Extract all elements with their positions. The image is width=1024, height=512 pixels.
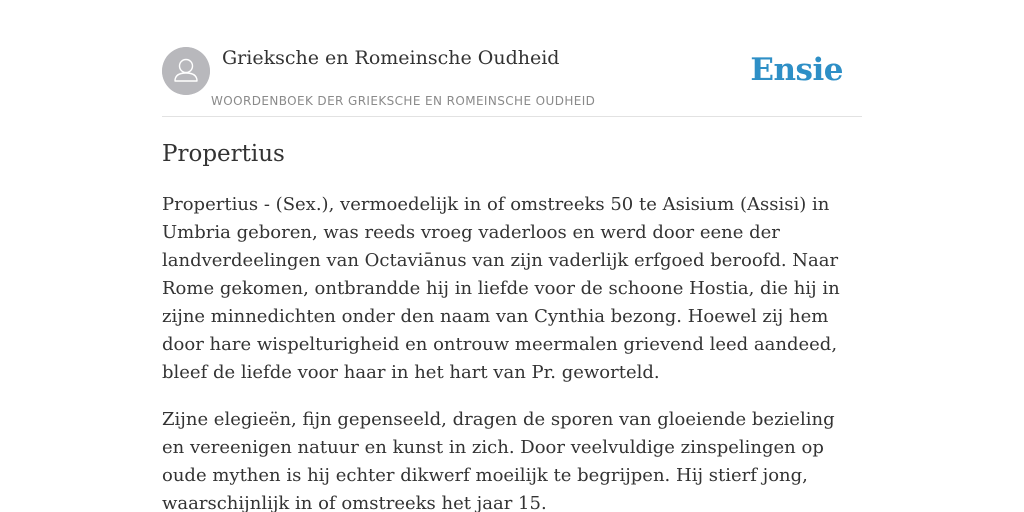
source-title-link[interactable]: Grieksche en Romeinsche Oudheid <box>222 47 560 69</box>
source-avatar-icon[interactable] <box>162 47 210 95</box>
source-subtitle: WOORDENBOEK DER GRIEKSCHE EN ROMEINSCHE OUDHEID <box>211 94 596 108</box>
article-paragraph: Zijne elegieën, fijn gepenseeld, dragen de sporen van gloeiende bezieling en vereenigen natuur en kunst in zich. Door veelvuldige zinspelingen op oude mythen is hij echter dikwerf moeilijk te begrijpen. Hij stierf jong, waarschijnlijk in of omstreeks het jaar 15. <box>162 409 835 512</box>
article-paragraph: Propertius - (Sex.), vermoedelijk in of omstreeks 50 te Asisium (Assisi) in Umbria geboren, was reeds vroeg vaderloos en werd door eene der landverdeelingen van Octaviānus van zijn vaderlijk erfgoed beroofd. Naar Rome gekomen, ontbrandde hij in liefde voor de schoone Hostia, die hij in zijne minnedichten onder den naam van Cynthia bezong. Hoewel zij hem door hare wispelturigheid en ontrouw meermalen grievend leed aandeed, bleef de liefde voor haar in het hart van Pr. geworteld. <box>162 194 840 383</box>
article <box>162 136 862 512</box>
source-header <box>162 46 862 117</box>
article-body <box>162 191 862 512</box>
ensie-logo[interactable]: Ensie <box>750 52 843 88</box>
article-title: Propertius <box>162 141 285 167</box>
